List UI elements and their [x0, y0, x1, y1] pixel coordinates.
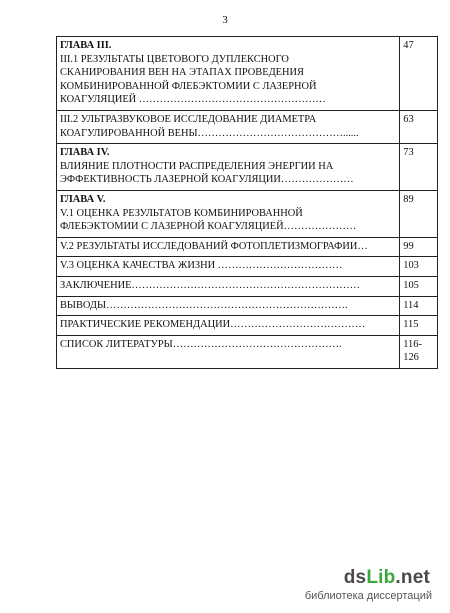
- toc-entry-line: III.1 РЕЗУЛЬТАТЫ ЦВЕТОВОГО ДУПЛЕКСНОГО: [60, 53, 289, 65]
- toc-row: [57, 276, 438, 296]
- toc-row: [57, 257, 438, 277]
- chapter-heading: ГЛАВА III.: [60, 40, 112, 51]
- toc-row: [57, 316, 438, 336]
- toc-entry-title: [57, 237, 400, 257]
- toc-entry-title: [57, 37, 400, 111]
- toc-entry-line: V.1 ОЦЕНКА РЕЗУЛЬТАТОВ КОМБИНИРОВАННОЙ: [60, 207, 303, 219]
- toc-entry-line: ЭФФЕКТИВНОСТЬ ЛАЗЕРНОЙ КОАГУЛЯЦИИ…………………: [60, 174, 354, 186]
- toc-entry-title: [57, 190, 400, 237]
- toc-row: [57, 296, 438, 316]
- toc-entry-line: СКАНИРОВАНИЯ ВЕН НА ЭТАПАХ ПРОВЕДЕНИЯ: [60, 67, 304, 79]
- toc-page-number: 99: [400, 237, 438, 257]
- dslib-watermark: [278, 567, 438, 607]
- toc-page-number: 73: [400, 144, 438, 191]
- toc-entry-line: ВЫВОДЫ…………………………………………………………….: [60, 299, 348, 311]
- toc-entry-title: [57, 276, 400, 296]
- logo-ds: ds: [343, 567, 367, 588]
- toc-page-number: 115: [400, 316, 438, 336]
- toc-entry-line: КОМБИНИРОВАННОЙ ФЛЕБЭКТОМИИ С ЛАЗЕРНОЙ: [60, 80, 317, 92]
- logo-lib: Lib: [366, 567, 396, 588]
- toc-row: [57, 237, 438, 257]
- toc-page-number: 105: [400, 276, 438, 296]
- toc-row: [57, 190, 438, 237]
- dslib-logo: [344, 567, 430, 589]
- toc-entry-line: ФЛЕБЭКТОМИИ С ЛАЗЕРНОЙ КОАГУЛЯЦИЕЙ…………………: [60, 221, 357, 233]
- toc-entry-line: КОАГУЛЯЦИЕЙ ………………………………………………: [60, 94, 326, 106]
- toc-entry-line: КОАГУЛИРОВАННОЙ ВЕНЫ……………………………………......: [60, 127, 359, 139]
- toc-entry-title: [57, 110, 400, 143]
- toc-entry-line: V.3 ОЦЕНКА КАЧЕСТВА ЖИЗНИ ………………………………: [60, 260, 343, 272]
- chapter-heading: ГЛАВА V.: [60, 193, 106, 205]
- toc-entry-line: ВЛИЯНИЕ ПЛОТНОСТИ РАСПРЕДЕЛЕНИЯ ЭНЕРГИИ НА: [60, 160, 334, 172]
- toc-entry-title: [57, 335, 400, 368]
- toc-body: [57, 37, 438, 369]
- toc-row: [57, 110, 438, 143]
- table-of-contents: [56, 36, 438, 369]
- toc-entry-line: V.2 РЕЗУЛЬТАТЫ ИССЛЕДОВАНИЙ ФОТОПЛЕТИЗМОГРАФИИ…: [60, 240, 368, 252]
- toc-page-number: 103: [400, 257, 438, 277]
- toc-row: [57, 335, 438, 368]
- toc-entry-title: [57, 257, 400, 277]
- toc-page-number: 114: [400, 296, 438, 316]
- watermark-tagline: библиотека диссертаций: [304, 590, 432, 602]
- toc-entry-title: [57, 316, 400, 336]
- toc-entry-line: СПИСОК ЛИТЕРАТУРЫ………………………………………….: [60, 338, 342, 350]
- toc-row: [57, 144, 438, 191]
- toc-entry-line: ЗАКЛЮЧЕНИЕ…………………………………………………………: [60, 279, 361, 291]
- toc-entry-title: [57, 144, 400, 191]
- toc-entry-line: ПРАКТИЧЕСКИЕ РЕКОМЕНДАЦИИ…………………………………: [60, 319, 366, 331]
- chapter-heading: ГЛАВА IV.: [60, 147, 110, 159]
- toc-page-number: 47: [400, 37, 438, 111]
- toc-entry-line: III.2 УЛЬТРАЗВУКОВОЕ ИССЛЕДОВАНИЕ ДИАМЕТРА: [60, 113, 317, 125]
- toc-page-number: 89: [400, 190, 438, 237]
- toc-entry-title: [57, 296, 400, 316]
- toc-page-number: 116- 126: [400, 335, 438, 368]
- toc-row: [57, 37, 438, 111]
- page-number: 3: [222, 14, 228, 26]
- logo-net: .net: [395, 567, 430, 588]
- toc-page-number: 63: [400, 110, 438, 143]
